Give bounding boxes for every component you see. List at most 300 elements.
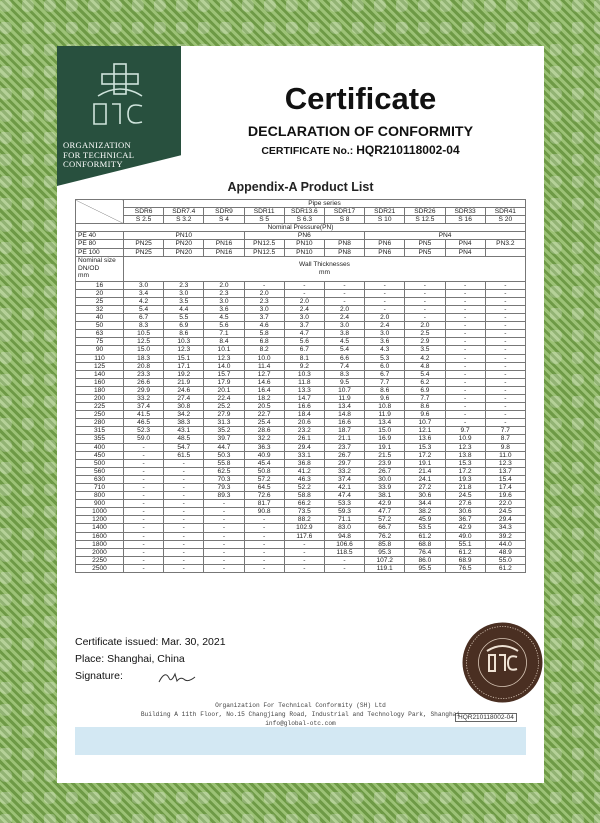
wall-thickness-cell: 42.1 bbox=[324, 484, 364, 492]
wall-thickness-cell: 16.6 bbox=[284, 403, 324, 411]
table-row bbox=[76, 314, 526, 322]
wall-thickness-cell: 13.7 bbox=[485, 467, 525, 475]
wall-thickness-cell: - bbox=[124, 459, 164, 467]
wall-thickness-cell: 2.3 bbox=[244, 297, 284, 305]
sdr-cell: SDR13.6 bbox=[284, 208, 324, 216]
dn-cell: 225 bbox=[76, 403, 124, 411]
wall-label-line-1: Wall Thicknesses bbox=[299, 260, 350, 268]
wall-thickness-cell: 21.4 bbox=[405, 467, 445, 475]
wall-thickness-cell: - bbox=[164, 500, 204, 508]
dn-cell: 110 bbox=[76, 354, 124, 362]
wall-thickness-cell: 70.3 bbox=[204, 475, 244, 483]
table-row bbox=[76, 451, 526, 459]
wall-thickness-cell: 26.7 bbox=[365, 467, 405, 475]
wall-thickness-cell: - bbox=[284, 281, 324, 289]
wall-thickness-cell: 3.5 bbox=[405, 346, 445, 354]
wall-thickness-cell: 50.8 bbox=[244, 467, 284, 475]
wall-thickness-cell: 38.3 bbox=[164, 419, 204, 427]
table-row bbox=[76, 475, 526, 483]
dn-cell: 1800 bbox=[76, 540, 124, 548]
wall-thickness-cell: - bbox=[485, 322, 525, 330]
wall-thickness-cell: - bbox=[445, 297, 485, 305]
wall-thickness-cell: 76.2 bbox=[365, 532, 405, 540]
wall-thickness-cell: - bbox=[124, 467, 164, 475]
wall-thickness-cell: 7.7 bbox=[365, 378, 405, 386]
wall-thickness-cell: 57.2 bbox=[365, 516, 405, 524]
table-row bbox=[76, 500, 526, 508]
wall-thickness-cell: 22.0 bbox=[485, 500, 525, 508]
wall-thickness-cell: 13.4 bbox=[365, 419, 405, 427]
wall-thickness-cell: 2.0 bbox=[204, 281, 244, 289]
wall-thickness-cell: - bbox=[164, 540, 204, 548]
wall-thickness-cell: - bbox=[445, 354, 485, 362]
wall-thickness-cell: - bbox=[164, 556, 204, 564]
wall-thickness-cell: 6.9 bbox=[164, 322, 204, 330]
wall-thickness-cell: - bbox=[124, 443, 164, 451]
wall-thickness-cell: 20.1 bbox=[204, 386, 244, 394]
wall-thickness-cell: - bbox=[485, 403, 525, 411]
table-row bbox=[76, 443, 526, 451]
wall-thickness-cell: - bbox=[485, 281, 525, 289]
wall-thickness-cell: 4.5 bbox=[204, 314, 244, 322]
wall-thickness-cell: 18.2 bbox=[244, 394, 284, 402]
wall-thickness-cell: 11.0 bbox=[485, 451, 525, 459]
wall-thickness-cell: 35.2 bbox=[204, 427, 244, 435]
wall-thickness-cell: 9.6 bbox=[405, 411, 445, 419]
wall-thickness-cell: 2.0 bbox=[365, 314, 405, 322]
wall-thickness-cell: 95.3 bbox=[365, 548, 405, 556]
wall-thickness-cell: 4.7 bbox=[284, 330, 324, 338]
wall-thickness-cell: - bbox=[164, 532, 204, 540]
wall-thickness-cell: - bbox=[445, 419, 485, 427]
wall-thickness-cell: 55.1 bbox=[445, 540, 485, 548]
pe80-cell: PN10 bbox=[284, 240, 324, 248]
wall-thickness-cell: 23.7 bbox=[324, 443, 364, 451]
wall-thickness-cell: - bbox=[204, 508, 244, 516]
wall-thickness-cell: - bbox=[365, 297, 405, 305]
wall-thickness-cell: 12.3 bbox=[485, 459, 525, 467]
product-list-table bbox=[75, 199, 526, 573]
wall-thickness-cell: 10.5 bbox=[124, 330, 164, 338]
dn-cell: 50 bbox=[76, 322, 124, 330]
table-row bbox=[76, 540, 526, 548]
wall-thickness-cell: 9.8 bbox=[485, 443, 525, 451]
wall-thickness-cell: 3.0 bbox=[124, 281, 164, 289]
wall-thickness-cell: - bbox=[124, 524, 164, 532]
pe100-cell: PN16 bbox=[204, 248, 244, 256]
wall-thickness-cell: 7.7 bbox=[485, 427, 525, 435]
pe100-empty-cell bbox=[485, 248, 525, 256]
wall-thickness-cell: 41.2 bbox=[284, 467, 324, 475]
wall-thickness-cell: 12.7 bbox=[244, 370, 284, 378]
wall-thickness-cell: 16.6 bbox=[324, 419, 364, 427]
wall-thickness-cell: - bbox=[324, 556, 364, 564]
wall-thickness-cell: 48.9 bbox=[485, 548, 525, 556]
otc-logo-icon bbox=[90, 62, 150, 140]
wall-thickness-cell: 7.4 bbox=[324, 362, 364, 370]
wall-thickness-cell: 13.3 bbox=[284, 386, 324, 394]
wall-thickness-cell: 49.0 bbox=[445, 532, 485, 540]
wall-thickness-cell: 27.4 bbox=[164, 394, 204, 402]
wall-thickness-cell: 89.3 bbox=[204, 492, 244, 500]
wall-thickness-cell: 102.9 bbox=[284, 524, 324, 532]
issued-date: Certificate issued: Mar. 30, 2021 bbox=[75, 636, 226, 648]
wall-thickness-cell: 37.4 bbox=[124, 403, 164, 411]
wall-thickness-cell: 5.3 bbox=[365, 354, 405, 362]
wall-thickness-cell: 50.3 bbox=[204, 451, 244, 459]
sdr-cell: SDR41 bbox=[485, 208, 525, 216]
wall-thickness-cell: - bbox=[485, 354, 525, 362]
wall-thickness-cell: 27.6 bbox=[445, 500, 485, 508]
wall-thickness-cell: 66.2 bbox=[284, 500, 324, 508]
wall-thickness-cell: 30.8 bbox=[164, 403, 204, 411]
wall-thickness-cell: - bbox=[365, 281, 405, 289]
wall-thickness-cell: - bbox=[324, 564, 364, 572]
wall-thickness-cell: - bbox=[405, 305, 445, 313]
dn-cell: 250 bbox=[76, 411, 124, 419]
wall-thickness-cell: 14.7 bbox=[284, 394, 324, 402]
wall-thickness-cell: 2.4 bbox=[365, 322, 405, 330]
wall-thickness-cell: - bbox=[445, 314, 485, 322]
dn-cell: 315 bbox=[76, 427, 124, 435]
pe80-cell: PN8 bbox=[324, 240, 364, 248]
table-row bbox=[76, 370, 526, 378]
wall-thickness-cell: 11.4 bbox=[244, 362, 284, 370]
wall-thickness-cell: - bbox=[164, 475, 204, 483]
signature-label: Signature: bbox=[75, 670, 123, 682]
wall-thickness-cell: 44.7 bbox=[204, 443, 244, 451]
place: Place: Shanghai, China bbox=[75, 653, 185, 665]
pe100-cell: PN12.5 bbox=[244, 248, 284, 256]
table-row bbox=[76, 322, 526, 330]
pe80-cell: PN16 bbox=[204, 240, 244, 248]
wall-thickness-cell: - bbox=[284, 289, 324, 297]
sdr-cell: SDR17 bbox=[324, 208, 364, 216]
signature-icon bbox=[155, 668, 197, 686]
wall-thickness-cell: - bbox=[485, 378, 525, 386]
pe40-pn4: PN4 bbox=[365, 232, 526, 240]
wall-thickness-cell: - bbox=[204, 516, 244, 524]
wall-thickness-cell: 30.6 bbox=[445, 508, 485, 516]
wall-thickness-cell: - bbox=[244, 540, 284, 548]
sdr-cell: SDR9 bbox=[204, 208, 244, 216]
wall-thickness-cell: 4.8 bbox=[405, 362, 445, 370]
pe100-cell: PN10 bbox=[284, 248, 324, 256]
s-cell: S 8 bbox=[324, 216, 364, 224]
wall-thickness-cell: - bbox=[485, 338, 525, 346]
wall-thickness-cell: 12.5 bbox=[124, 338, 164, 346]
table-row bbox=[76, 354, 526, 362]
table-row bbox=[76, 346, 526, 354]
wall-thickness-cell: 94.8 bbox=[324, 532, 364, 540]
dn-label-line-1: Nominal size bbox=[78, 257, 116, 265]
wall-thickness-cell: - bbox=[124, 564, 164, 572]
wall-thickness-cell: 2.3 bbox=[204, 289, 244, 297]
wall-thickness-cell: - bbox=[124, 500, 164, 508]
wall-thickness-cell: 21.1 bbox=[324, 435, 364, 443]
wall-thickness-cell: - bbox=[284, 556, 324, 564]
wall-thickness-cell: - bbox=[485, 346, 525, 354]
wall-thickness-cell: 5.8 bbox=[244, 330, 284, 338]
pe80-cell: PN4 bbox=[445, 240, 485, 248]
wall-thickness-cell: 36.8 bbox=[284, 459, 324, 467]
wall-thickness-cell: 12.3 bbox=[164, 346, 204, 354]
wall-thickness-cell: - bbox=[485, 419, 525, 427]
wall-thickness-cell: - bbox=[244, 556, 284, 564]
wall-thickness-cell: - bbox=[124, 484, 164, 492]
wall-thickness-cell: 6.9 bbox=[405, 386, 445, 394]
wall-thickness-cell: - bbox=[124, 451, 164, 459]
wall-thickness-cell: - bbox=[164, 516, 204, 524]
wall-thickness-cell: 3.7 bbox=[244, 314, 284, 322]
table-row bbox=[76, 386, 526, 394]
wall-thickness-cell: 2.0 bbox=[324, 305, 364, 313]
wall-thickness-cell: 24.1 bbox=[405, 475, 445, 483]
wall-thickness-cell: 29.4 bbox=[485, 516, 525, 524]
wall-thickness-cell: 47.4 bbox=[324, 492, 364, 500]
wall-thickness-cell: 88.2 bbox=[284, 516, 324, 524]
wall-thickness-cell: 10.3 bbox=[164, 338, 204, 346]
wall-thickness-cell: 68.9 bbox=[445, 556, 485, 564]
dn-cell: 16 bbox=[76, 281, 124, 289]
wall-thickness-cell: 2.4 bbox=[324, 314, 364, 322]
wall-thickness-cell: 3.0 bbox=[164, 289, 204, 297]
wall-thickness-cell: - bbox=[244, 564, 284, 572]
dn-cell: 32 bbox=[76, 305, 124, 313]
wall-thickness-cell: - bbox=[284, 564, 324, 572]
wall-thickness-cell: 20.6 bbox=[284, 419, 324, 427]
wall-thickness-cell: 4.2 bbox=[405, 354, 445, 362]
wall-thickness-cell: 30.6 bbox=[405, 492, 445, 500]
wall-thickness-cell: 33.1 bbox=[284, 451, 324, 459]
wall-thickness-cell: 53.5 bbox=[405, 524, 445, 532]
wall-thickness-cell: 33.2 bbox=[324, 467, 364, 475]
pe100-cell: PN4 bbox=[445, 248, 485, 256]
wall-thickness-cell: 10.3 bbox=[284, 370, 324, 378]
s-cell: S 2.5 bbox=[124, 216, 164, 224]
wall-thickness-cell: 20.5 bbox=[244, 403, 284, 411]
wall-thickness-cell: 13.4 bbox=[324, 403, 364, 411]
wall-thickness-cell: 18.3 bbox=[124, 354, 164, 362]
wall-thickness-cell: - bbox=[244, 524, 284, 532]
dn-label bbox=[76, 256, 124, 281]
table-row bbox=[76, 305, 526, 313]
wall-thickness-cell: 29.4 bbox=[284, 443, 324, 451]
wall-thickness-cell: 10.0 bbox=[244, 354, 284, 362]
sdr-cell: SDR26 bbox=[405, 208, 445, 216]
declaration-heading: DECLARATION OF CONFORMITY bbox=[247, 124, 474, 140]
wall-thickness-cell: 66.7 bbox=[365, 524, 405, 532]
wall-thickness-cell: - bbox=[445, 403, 485, 411]
wall-thickness-cell: 17.2 bbox=[445, 467, 485, 475]
wall-thickness-cell: 8.6 bbox=[405, 403, 445, 411]
pe80-cell: PN3.2 bbox=[485, 240, 525, 248]
wall-thickness-cell: 38.2 bbox=[405, 508, 445, 516]
wall-thickness-cell: - bbox=[365, 289, 405, 297]
wall-thickness-cell: - bbox=[204, 564, 244, 572]
pe80-cell: PN25 bbox=[124, 240, 164, 248]
wall-thickness-cell: 42.9 bbox=[365, 500, 405, 508]
wall-thickness-cell: 3.0 bbox=[244, 305, 284, 313]
wall-thickness-cell: 3.8 bbox=[324, 330, 364, 338]
wall-thickness-cell: 11.9 bbox=[365, 411, 405, 419]
table-row bbox=[76, 508, 526, 516]
wall-thickness-cell: 15.3 bbox=[405, 443, 445, 451]
wall-thickness-cell: 27.9 bbox=[204, 411, 244, 419]
wall-thickness-cell: 107.2 bbox=[365, 556, 405, 564]
dn-cell: 75 bbox=[76, 338, 124, 346]
wall-thickness-cell: 19.3 bbox=[445, 475, 485, 483]
wall-thickness-cell: - bbox=[485, 314, 525, 322]
wall-thickness-cell: - bbox=[204, 500, 244, 508]
s-cell: S 3.2 bbox=[164, 216, 204, 224]
wall-thickness-cell: 27.2 bbox=[405, 484, 445, 492]
wall-thickness-cell: 2.4 bbox=[284, 305, 324, 313]
wall-thickness-cell: - bbox=[204, 540, 244, 548]
wall-thickness-cell: - bbox=[485, 330, 525, 338]
wall-thickness-cell: 47.7 bbox=[365, 508, 405, 516]
wall-thickness-cell: 34.2 bbox=[164, 411, 204, 419]
pe100-label: PE 100 bbox=[76, 248, 124, 256]
wall-thickness-cell: 2.0 bbox=[244, 289, 284, 297]
s-cell: S 16 bbox=[445, 216, 485, 224]
dn-cell: 125 bbox=[76, 362, 124, 370]
pe80-cell: PN20 bbox=[164, 240, 204, 248]
wall-thickness-cell: - bbox=[445, 281, 485, 289]
wall-thickness-cell: 3.0 bbox=[204, 297, 244, 305]
wall-thickness-cell: 32.2 bbox=[244, 435, 284, 443]
wall-thickness-cell: 10.9 bbox=[445, 435, 485, 443]
wall-thickness-cell: 23.9 bbox=[365, 459, 405, 467]
wall-thickness-cell: - bbox=[164, 508, 204, 516]
wall-thickness-cell: - bbox=[204, 548, 244, 556]
wall-thickness-cell: 19.1 bbox=[365, 443, 405, 451]
wall-thickness-cell: - bbox=[244, 281, 284, 289]
wall-thickness-cell: 85.8 bbox=[365, 540, 405, 548]
wall-thickness-cell: - bbox=[164, 548, 204, 556]
wall-thickness-cell: 25.2 bbox=[204, 403, 244, 411]
wall-thickness-cell: 31.3 bbox=[204, 419, 244, 427]
wall-thickness-cell: 95.5 bbox=[405, 564, 445, 572]
sdr-cell: SDR21 bbox=[365, 208, 405, 216]
wall-thickness-cell: 46.3 bbox=[284, 475, 324, 483]
wall-thickness-cell: 25.4 bbox=[244, 419, 284, 427]
org-line-3: CONFORMITY bbox=[63, 159, 123, 170]
wall-thickness-cell: 15.1 bbox=[164, 354, 204, 362]
wall-thickness-cell: 33.2 bbox=[124, 394, 164, 402]
wall-thickness-cell: 29.7 bbox=[324, 459, 364, 467]
wall-thickness-cell: 16.4 bbox=[244, 386, 284, 394]
dn-cell: 200 bbox=[76, 394, 124, 402]
wall-thickness-cell: 39.7 bbox=[204, 435, 244, 443]
wall-thickness-cell: 76.5 bbox=[445, 564, 485, 572]
dn-cell: 25 bbox=[76, 297, 124, 305]
wall-thickness-cell: 12.3 bbox=[204, 354, 244, 362]
wall-thickness-cell: 79.3 bbox=[204, 484, 244, 492]
wall-thickness-cell: 30.0 bbox=[365, 475, 405, 483]
wall-thickness-cell: 11.8 bbox=[284, 378, 324, 386]
wall-thickness-cell: - bbox=[164, 484, 204, 492]
wall-thickness-cell: 22.7 bbox=[244, 411, 284, 419]
seal-stamp-icon bbox=[461, 621, 544, 704]
dn-cell: 800 bbox=[76, 492, 124, 500]
wall-thickness-cell: 2.3 bbox=[164, 281, 204, 289]
pe80-cell: PN5 bbox=[405, 240, 445, 248]
wall-thickness-cell: 3.4 bbox=[124, 289, 164, 297]
wall-thickness-cell: - bbox=[124, 492, 164, 500]
wall-thickness-cell: 4.3 bbox=[365, 346, 405, 354]
table-row bbox=[76, 492, 526, 500]
table-row bbox=[76, 556, 526, 564]
wall-thickness-cell: 53.3 bbox=[324, 500, 364, 508]
wall-thickness-cell: - bbox=[445, 322, 485, 330]
pe80-label: PE 80 bbox=[76, 240, 124, 248]
wall-thickness-cell: 26.1 bbox=[284, 435, 324, 443]
wall-thickness-cell: 18.7 bbox=[324, 427, 364, 435]
pe100-cell: PN25 bbox=[124, 248, 164, 256]
wall-thickness-cell: 13.6 bbox=[405, 435, 445, 443]
wall-thickness-cell: - bbox=[204, 556, 244, 564]
wall-thickness-cell: 8.7 bbox=[485, 435, 525, 443]
table-row bbox=[76, 403, 526, 411]
wall-thickness-cell: 55.8 bbox=[204, 459, 244, 467]
wall-thickness-cell: 3.7 bbox=[284, 322, 324, 330]
wall-thickness-cell: 118.5 bbox=[324, 548, 364, 556]
s-cell: S 20 bbox=[485, 216, 525, 224]
wall-thickness-cell: 17.4 bbox=[485, 484, 525, 492]
dn-cell: 630 bbox=[76, 475, 124, 483]
pe80-cell: PN12.5 bbox=[244, 240, 284, 248]
pe100-cell: PN5 bbox=[405, 248, 445, 256]
dn-label-line-3: mm bbox=[78, 272, 89, 280]
wall-thickness-cell: - bbox=[204, 524, 244, 532]
wall-thickness-cell: 44.0 bbox=[485, 540, 525, 548]
wall-thickness-cell: - bbox=[324, 281, 364, 289]
wall-thickness-cell: 8.3 bbox=[324, 370, 364, 378]
wall-thickness-cell: 4.6 bbox=[244, 322, 284, 330]
wall-thickness-cell: 14.6 bbox=[244, 378, 284, 386]
table-row bbox=[76, 459, 526, 467]
wall-thickness-cell: 72.6 bbox=[244, 492, 284, 500]
wall-thickness-cell: 7.7 bbox=[405, 394, 445, 402]
dn-cell: 40 bbox=[76, 314, 124, 322]
table-row bbox=[76, 394, 526, 402]
wall-thickness-cell: - bbox=[244, 548, 284, 556]
table-row bbox=[76, 281, 526, 289]
wall-thickness-cell: 28.6 bbox=[244, 427, 284, 435]
wall-thickness-cell: 37.4 bbox=[324, 475, 364, 483]
table-row bbox=[76, 378, 526, 386]
dn-cell: 90 bbox=[76, 346, 124, 354]
wall-thickness-cell: 23.3 bbox=[124, 370, 164, 378]
wall-thickness-cell: 45.4 bbox=[244, 459, 284, 467]
wall-thickness-cell: 10.1 bbox=[204, 346, 244, 354]
wall-thickness-cell: 5.4 bbox=[124, 305, 164, 313]
certificate-number bbox=[177, 143, 544, 157]
wall-thickness-cell: 52.3 bbox=[124, 427, 164, 435]
wall-thickness-cell: - bbox=[164, 467, 204, 475]
wall-thickness-cell: 3.6 bbox=[204, 305, 244, 313]
pipe-series-label: Pipe series bbox=[124, 200, 526, 208]
table-row bbox=[76, 338, 526, 346]
verification-bar bbox=[75, 727, 526, 755]
s-cell: S 10 bbox=[365, 216, 405, 224]
org-line-1: ORGANIZATION bbox=[63, 140, 132, 150]
wall-thickness-cell: - bbox=[405, 281, 445, 289]
wall-label-line-2: mm bbox=[319, 268, 330, 276]
table-row bbox=[76, 427, 526, 435]
wall-thickness-cell: 6.0 bbox=[365, 362, 405, 370]
